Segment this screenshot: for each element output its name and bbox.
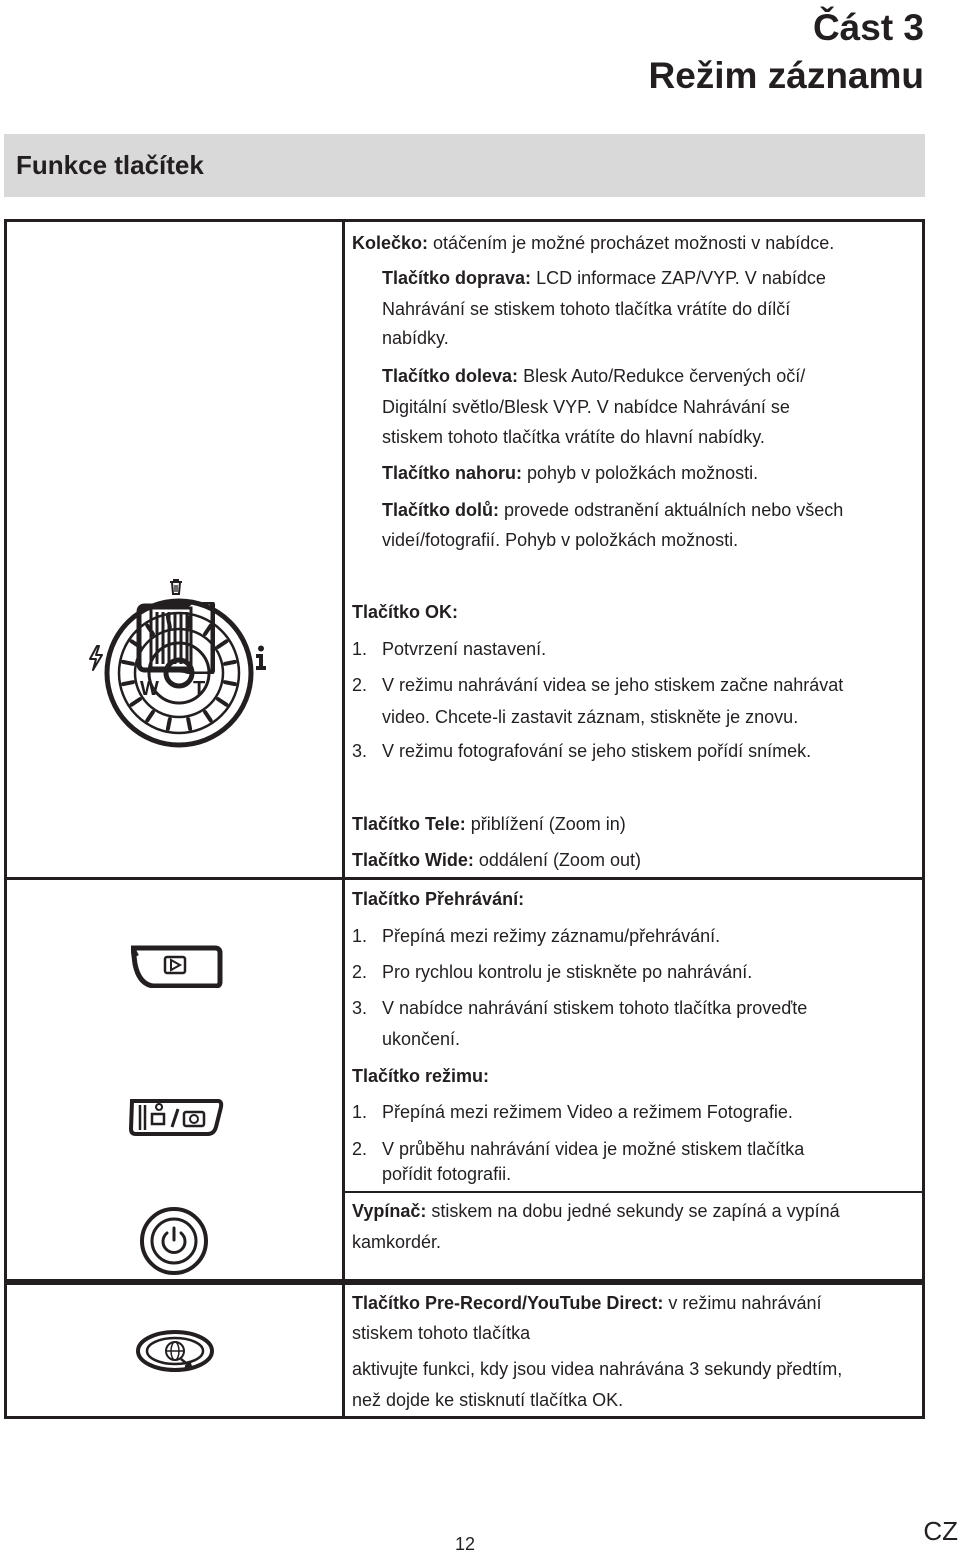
ok-item-2b: video. Chcete-li zastavit záznam, stiskněte je znovu. [382, 707, 799, 727]
mode-label: Tlačítko režimu: [352, 1066, 490, 1086]
dial-tick [168, 719, 170, 729]
ok-item-1: Potvrzení nastavení. [382, 639, 547, 659]
section-title: Funkce tlačítek [4, 134, 925, 197]
playback-num-3: 3. [352, 998, 368, 1018]
power-desc-2: kamkordér. [352, 1232, 442, 1252]
playback-item-3b: ukončení. [382, 1029, 461, 1049]
dial-tick [218, 641, 226, 647]
mode-item-1: Přepíná mezi režimem Video a režimem Fotografie. [382, 1102, 793, 1122]
dial-tick [132, 699, 140, 705]
left-button-desc-3: stiskem tohoto tlačítka vrátíte do hlavní nabídky. [382, 427, 765, 447]
row-divider [342, 1191, 922, 1193]
page-number: 12 [455, 1534, 476, 1554]
wide-desc: Tlačítko Wide: oddálení (Zoom out) [352, 850, 641, 870]
mode-button-icon [128, 1097, 224, 1137]
dial-tick [225, 682, 235, 684]
playback-item-1: Přepíná mezi režimy záznamu/přehrávání. [382, 926, 721, 946]
zoom-wide-icon: W [140, 678, 159, 700]
dial-tick [123, 662, 133, 664]
right-button-desc: Tlačítko doprava: LCD informace ZAP/VYP. V nabídce [382, 268, 826, 288]
playback-label: Tlačítko Přehrávání: [352, 889, 525, 909]
ok-label: Tlačítko OK: [352, 602, 459, 622]
button-table-1 [4, 219, 925, 880]
dial-tick [225, 662, 235, 664]
ok-num-3: 3. [352, 741, 368, 761]
page-title: Režim záznamu [648, 55, 924, 96]
left-button-desc-2: Digitální světlo/Blesk VYP. V nabídce Nahrávání se [382, 397, 790, 417]
playback-num-2: 2. [352, 962, 368, 982]
wheel-desc: Kolečko: otáčením je možné procházet možnosti v nabídce. [352, 233, 835, 253]
flash-icon [88, 645, 104, 671]
mode-num-2: 2. [352, 1139, 368, 1159]
dial-tick [218, 699, 226, 705]
globe-icon [135, 1329, 215, 1373]
left-button-desc: Tlačítko doleva: Blesk Auto/Redukce červených očí/ [382, 366, 806, 386]
prerecord-desc-2: stiskem tohoto tlačítka [352, 1323, 531, 1343]
zoom-lever-icon [135, 602, 215, 674]
down-button-desc-2: videí/fotografií. Pohyb v položkách možnosti. [382, 530, 739, 550]
part-heading [648, 4, 924, 100]
prerecord-desc: Tlačítko Pre-Record/YouTube Direct: v režimu nahrávání [352, 1293, 822, 1313]
mode-item-2: V průběhu nahrávání videa je možné stiskem tlačítka [382, 1139, 805, 1159]
info-icon [254, 645, 268, 671]
power-desc: Vypínač: stiskem na dobu jedné sekundy se zapíná a vypíná [352, 1201, 840, 1221]
down-button-desc: Tlačítko dolů: provede odstranění aktuálních nebo všech [382, 500, 844, 520]
up-button-desc: Tlačítko nahoru: pohyb v položkách možnosti. [382, 463, 759, 483]
playback-item-2: Pro rychlou kontrolu je stiskněte po nahrávání. [382, 962, 753, 982]
language-code: CZ [923, 1516, 958, 1546]
prerecord-desc-4: než dojde ke stisknutí tlačítka OK. [352, 1390, 624, 1410]
zoom-tele-icon: T [193, 678, 206, 700]
part-number: Část 3 [812, 7, 924, 48]
right-button-desc-3: nabídky. [382, 328, 449, 348]
ok-num-2: 2. [352, 675, 368, 695]
power-icon [139, 1206, 209, 1276]
column-divider [342, 880, 345, 1279]
button-table-3 [4, 1282, 925, 1419]
mode-num-1: 1. [352, 1102, 368, 1122]
playback-button-icon [131, 944, 223, 988]
tele-desc: Tlačítko Tele: přiblížení (Zoom in) [352, 814, 626, 834]
column-divider [342, 222, 345, 877]
ok-item-2: V režimu nahrávání videa se jeho stiskem začne nahrávat [382, 675, 844, 695]
mode-item-2b: pořídit fotografii. [382, 1164, 512, 1184]
right-button-desc-2: Nahrávání se stiskem tohoto tlačítka vrátíte do dílčí [382, 299, 791, 319]
ok-num-1: 1. [352, 639, 368, 659]
playback-item-3: V nabídce nahrávání stiskem tohoto tlačítka proveďte [382, 998, 808, 1018]
playback-num-1: 1. [352, 926, 368, 946]
dial-tick [147, 712, 153, 720]
dial-tick [123, 682, 133, 684]
ok-item-3: V režimu fotografování se jeho stiskem pořídí snímek. [382, 741, 812, 761]
trash-icon [169, 579, 183, 595]
prerecord-desc-3: aktivujte funkci, kdy jsou videa nahrávána 3 sekundy předtím, [352, 1359, 843, 1379]
button-table-2 [4, 877, 925, 1282]
column-divider [342, 1285, 345, 1416]
dial-tick [205, 712, 211, 720]
dial-tick [188, 719, 190, 729]
